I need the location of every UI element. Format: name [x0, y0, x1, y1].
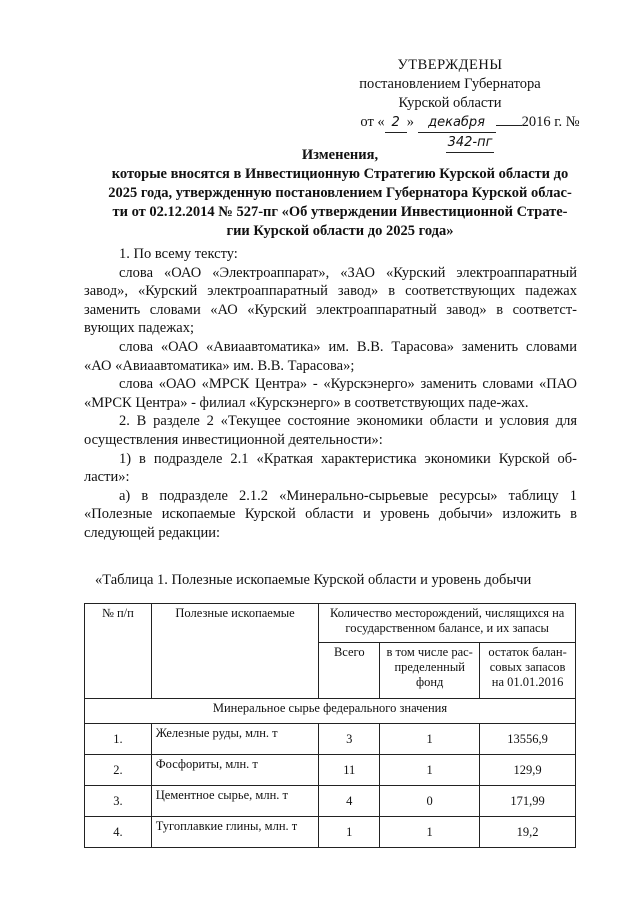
- header-minerals: Полезные ископаемые: [151, 604, 319, 699]
- row-number: 1.: [85, 724, 152, 755]
- row-distributed: 1: [380, 755, 480, 786]
- document-title: [80, 146, 600, 241]
- table-row: [85, 786, 576, 817]
- row-balance: 13556,9: [480, 724, 576, 755]
- section-label: Минеральное сырье федерального значения: [85, 699, 576, 724]
- minerals-table: [84, 603, 576, 848]
- paragraph: слова «ОАО «Авиаавтоматика» им. В.В. Тарасова» заменить словами «АО «Авиаавтоматика» им. В.В. Тарасова»;: [84, 338, 577, 374]
- row-mineral: Цементное сырье, млн. т: [151, 786, 319, 817]
- row-distributed: 1: [380, 817, 480, 848]
- row-total: 4: [319, 786, 380, 817]
- title-line-2: которые вносятся в Инвестиционную Стратегию Курской области до: [111, 166, 569, 182]
- approval-block: [300, 56, 600, 153]
- row-total: 11: [319, 755, 380, 786]
- date-month: декабря: [418, 113, 496, 133]
- row-distributed: 0: [380, 786, 480, 817]
- row-distributed: 1: [380, 724, 480, 755]
- date-day: 2: [385, 113, 407, 133]
- row-mineral: Железные руды, млн. т: [151, 724, 319, 755]
- row-number: 2.: [85, 755, 152, 786]
- table-row: [85, 817, 576, 848]
- paragraph: 2. В разделе 2 «Текущее состояние экономики области и условия для осуществления инвестиционной деятельности»:: [84, 413, 577, 448]
- document-number: 342-пг: [446, 133, 494, 153]
- paragraph: а) в подразделе 2.1.2 «Минерально-сырьевые ресурсы» таблицу 1 «Полезные ископаемые Курской области и уровень добычи» изложить в следующей редакции:: [84, 487, 577, 541]
- approval-heading: УТВЕРЖДЕНЫ: [397, 57, 503, 73]
- header-deposits: Количество месторождений, числящихся на государственном балансе, и их запасы: [319, 604, 576, 643]
- row-balance: 171,99: [480, 786, 576, 817]
- table-row: [85, 755, 576, 786]
- header-distributed: в том числе рас-пределенный фонд: [380, 643, 480, 699]
- row-number: 4.: [85, 817, 152, 848]
- paragraph: 1. По всему тексту:: [119, 246, 238, 262]
- approval-line-governor: постановлением Губернатора: [359, 76, 541, 92]
- date-mid: »: [406, 114, 414, 130]
- paragraph: слова «ОАО «Электроаппарат», «ЗАО «Курский электроаппаратный завод», «Курский электроаппаратный завод» в соответствующих падежах заменить словами «АО «Курский электроаппаратный завод» в соответст-вующих падежах;: [84, 264, 577, 337]
- title-line-1: Изменения,: [301, 147, 379, 163]
- header-balance: остаток балан-совых запасов на 01.01.2016: [480, 643, 576, 699]
- row-balance: 19,2: [480, 817, 576, 848]
- row-total: 1: [319, 817, 380, 848]
- date-year: 2016 г. №: [521, 114, 580, 130]
- title-line-5: гии Курской области до 2025 года»: [226, 223, 454, 239]
- date-prefix: от «: [360, 114, 385, 130]
- header-total: Всего: [319, 643, 380, 699]
- table-section-row: [85, 699, 576, 724]
- table-header-row: [85, 604, 576, 643]
- row-mineral: Тугоплавкие глины, млн. т: [151, 817, 319, 848]
- title-line-3: 2025 года, утвержденную постановлением Губернатора Курской облас-: [108, 185, 572, 201]
- title-line-4: ти от 02.12.2014 № 527-пг «Об утверждении Инвестиционной Страте-: [112, 204, 568, 220]
- approval-line-region: Курской области: [398, 95, 502, 111]
- header-number: № п/п: [85, 604, 152, 699]
- table-row: [85, 724, 576, 755]
- table-caption: «Таблица 1. Полезные ископаемые Курской области и уровень добычи: [95, 572, 532, 588]
- row-balance: 129,9: [480, 755, 576, 786]
- paragraph: 1) в подразделе 2.1 «Краткая характеристика экономики Курской об-ласти»:: [84, 450, 577, 486]
- paragraph: слова «ОАО «МРСК Центра» - «Курскэнерго» заменить словами «ПАО «МРСК Центра» - филиал «Курскэнерго» в соответствующих паде-жах.: [84, 376, 577, 411]
- row-number: 3.: [85, 786, 152, 817]
- document-body: [84, 245, 577, 543]
- row-mineral: Фосфориты, млн. т: [151, 755, 319, 786]
- row-total: 3: [319, 724, 380, 755]
